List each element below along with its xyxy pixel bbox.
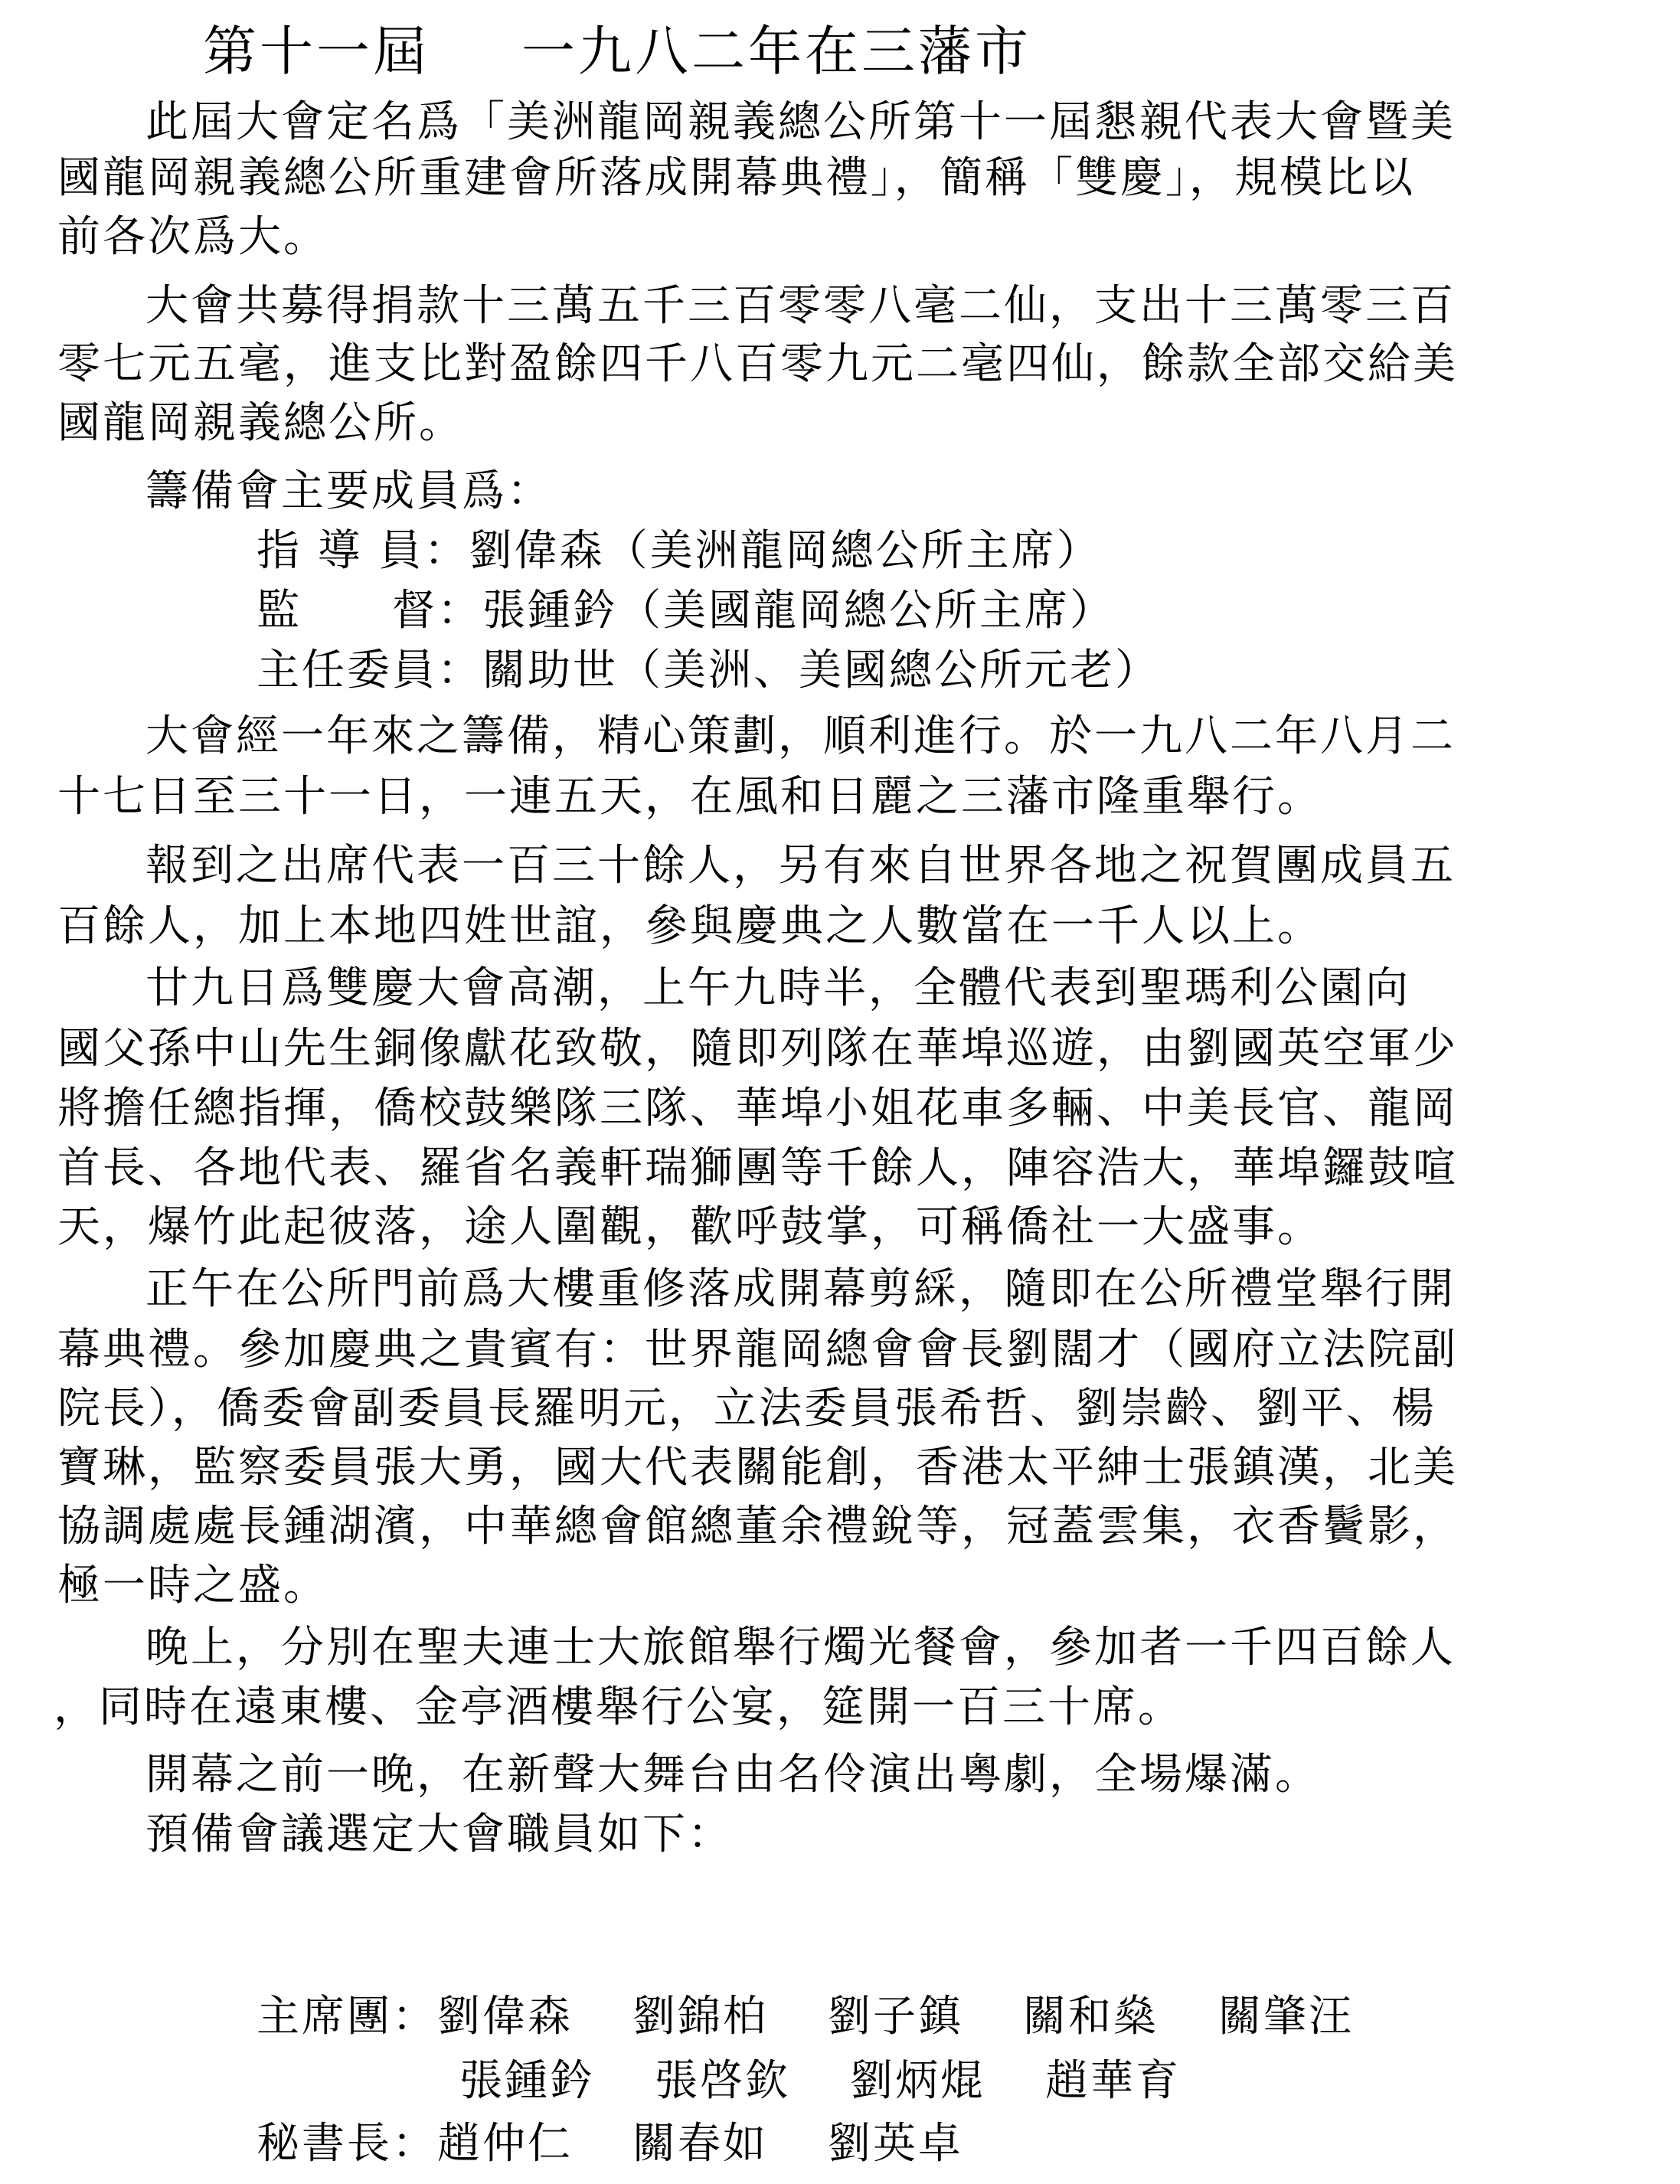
paragraph-line: 首長、各地代表、羅省名義軒瑞獅團等千餘人，陣容浩大，華埠鑼鼓喧 xyxy=(57,1143,1458,1193)
paragraph-line: 前各次爲大。 xyxy=(57,212,328,262)
paragraph-line: 籌備會主要成員爲： xyxy=(145,466,552,516)
paragraph-line: 大會共募得捐款十三萬五千三百零零八毫二仙，支出十三萬零三百 xyxy=(145,281,1456,331)
paragraph-line: 院長），僑委會副委員長羅明元，立法委員張希哲、劉崇齡、劉平、楊 xyxy=(57,1384,1436,1434)
officer-name: 張啓欽 xyxy=(655,2056,790,2106)
committee-name: 張鍾鈐（美國龍岡總公所主席） xyxy=(482,586,1115,636)
paragraph-line: 此屆大會定名爲「美洲龍岡親義總公所第十一屆懇親代表大會暨美 xyxy=(145,97,1456,147)
paragraph-line: 幕典禮。參加慶典之貴賓有：世界龍岡總會會長劉闊才（國府立法院副 xyxy=(57,1325,1458,1375)
paragraph-line: 百餘人，加上本地四姓世誼，參與慶典之人數當在一千人以上。 xyxy=(57,901,1322,951)
committee-name: 劉偉森（美洲龍岡總公所主席） xyxy=(469,526,1102,576)
paragraph-line: 寶琳，監察委員張大勇，國大代表關能創，香港太平紳士張鎮漢，北美 xyxy=(57,1443,1458,1493)
officer-name: 關和燊 xyxy=(1023,1992,1159,2042)
secretary-row xyxy=(257,2119,1023,2169)
committee-role: 主任委員： xyxy=(257,646,482,695)
committee-role: 指 導 員： xyxy=(257,526,469,576)
paragraph-line: 廿九日爲雙慶大會高潮，上午九時半，全體代表到聖瑪利公園向 xyxy=(145,963,1410,1013)
paragraph-line: ，同時在遠東樓、金亭酒樓舉行公宴，筵開一百三十席。 xyxy=(54,1682,1183,1732)
secretary-label: 秘書長： xyxy=(257,2119,437,2169)
paragraph-line: 協調處處長鍾湖濱，中華總會館總董余禮銳等，冠蓋雲集，衣香鬢影， xyxy=(57,1502,1458,1551)
paragraph-line: 將擔任總指揮，僑校鼓樂隊三隊、華埠小姐花車多輛、中美長官、龍岡 xyxy=(57,1084,1458,1133)
officer-name: 張鍾鈐 xyxy=(459,2056,595,2106)
committee-member xyxy=(257,526,1102,576)
officer-name: 劉子鎮 xyxy=(828,1992,963,2042)
paragraph-line: 正午在公所門前爲大樓重修落成開幕剪綵，隨即在公所禮堂舉行開 xyxy=(145,1264,1456,1314)
officer-name: 趙仲仁 xyxy=(437,2119,573,2169)
paragraph-line: 極一時之盛。 xyxy=(57,1561,328,1610)
officer-name: 劉偉森 xyxy=(437,1992,573,2042)
committee-member xyxy=(257,646,1160,695)
paragraph-line: 開幕之前一晚，在新聲大舞台由名伶演出粵劇，全場爆滿。 xyxy=(145,1750,1320,1800)
committee-name: 關助世（美洲、美國總公所元老） xyxy=(482,646,1160,695)
presidium-row xyxy=(257,1992,1414,2042)
paragraph-line: 十七日至三十一日，一連五天，在風和日麗之三藩市隆重舉行。 xyxy=(57,772,1322,822)
title-year-place: 一九八二年在三藩市 xyxy=(521,20,1031,83)
paragraph-line: 大會經一年來之籌備，精心策劃，順利進行。於一九八二年八月二 xyxy=(145,711,1456,761)
officer-name: 劉錦柏 xyxy=(632,1992,768,2042)
committee-member xyxy=(257,586,1115,636)
paragraph-line: 預備會議選定大會職員如下： xyxy=(145,1810,733,1859)
paragraph-line: 國龍岡親義總公所重建會所落成開幕典禮」，簡稱「雙慶」，規模比以 xyxy=(57,153,1415,203)
paragraph-line: 天，爆竹此起彼落，途人圍觀，歡呼鼓掌，可稱僑社一大盛事。 xyxy=(57,1202,1322,1252)
officer-name: 關肇汪 xyxy=(1218,1992,1354,2042)
paragraph-line: 報到之出席代表一百三十餘人，另有來自世界各地之祝賀團成員五 xyxy=(145,841,1456,891)
presidium-row xyxy=(459,2056,1240,2106)
paragraph-line: 零七元五毫，進支比對盈餘四千八百零九元二毫四仙，餘款全部交給美 xyxy=(57,339,1458,389)
paragraph-line: 國龍岡親義總公所。 xyxy=(57,398,464,448)
officer-name: 劉英卓 xyxy=(828,2119,963,2169)
page-title xyxy=(203,20,1031,83)
officer-name: 劉炳焜 xyxy=(850,2056,985,2106)
presidium-label: 主席團： xyxy=(257,1992,437,2042)
officer-name: 關春如 xyxy=(632,2119,768,2169)
committee-role: 監 督： xyxy=(257,586,482,636)
title-session: 第十一屆 xyxy=(203,20,430,83)
paragraph-line: 晚上，分別在聖夫連士大旅館舉行燭光餐會，參加者一千四百餘人 xyxy=(145,1623,1456,1672)
officer-name: 趙華育 xyxy=(1045,2056,1181,2106)
paragraph-line: 國父孫中山先生銅像獻花致敬，隨即列隊在華埠巡遊，由劉國英空軍少 xyxy=(57,1024,1458,1074)
